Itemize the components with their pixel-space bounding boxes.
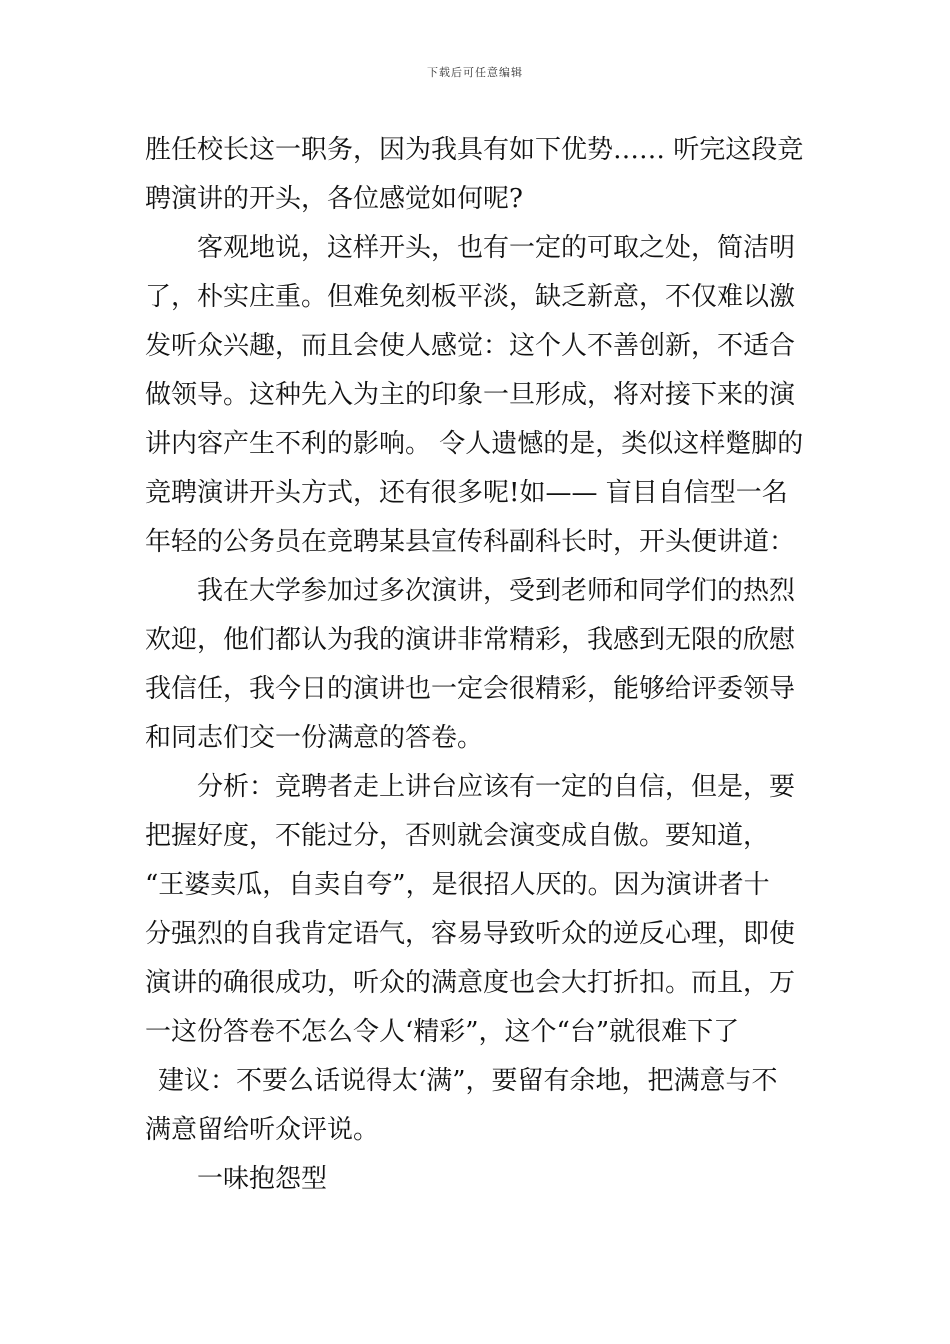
- text-line: 客观地说，这样开头，也有一定的可取之处，简洁明: [197, 233, 796, 263]
- text-line: 聘演讲的开头，各位感觉如何呢?: [145, 184, 523, 214]
- text-line: 一这份答卷不怎么令人‘精彩”，这个“台”就很难下了: [145, 1017, 740, 1047]
- text-line: 讲内容产生不利的影响。 令人遗憾的是，类似这样蹩脚的: [145, 429, 804, 459]
- text-line: 我在大学参加过多次演讲，受到老师和同学们的热烈: [197, 576, 796, 606]
- text-line: 竞聘演讲开头方式，还有很多呢!如—— 盲目自信型一名: [145, 478, 788, 508]
- text-line: 和同志们交一份满意的答卷。: [145, 723, 484, 753]
- text-line: 了，朴实庄重。但难免刻板平淡，缺乏新意，不仅难以激: [145, 282, 796, 312]
- text-line: 年轻的公务员在竞聘某县宣传科副科长时，开头便讲道：: [145, 527, 796, 557]
- text-line: 满意留给听众评说。: [145, 1115, 380, 1145]
- text-line: 做领导。这种先入为主的印象一旦形成，将对接下来的演: [145, 380, 796, 410]
- page-header: 下载后可任意编辑: [427, 66, 523, 79]
- text-line: 把握好度，不能过分，否则就会演变成自傲。要知道，: [145, 821, 770, 851]
- section-heading: 一味抱怨型: [197, 1164, 328, 1194]
- text-line: “王婆卖瓜，自卖自夸”，是很招人厌的。因为演讲者十: [145, 870, 770, 900]
- text-line: 欢迎，他们都认为我的演讲非常精彩，我感到无限的欣慰: [145, 625, 796, 655]
- document-body: [145, 126, 807, 1204]
- text-line: 分强烈的自我肯定语气，容易导致听众的逆反心理，即使: [145, 919, 796, 949]
- text-line: 发听众兴趣，而且会使人感觉：这个人不善创新，不适合: [145, 331, 796, 361]
- text-line: 胜任校长这一职务，因为我具有如下优势…… 听完这段竞: [145, 135, 804, 165]
- text-line: 建议：不要么话说得太‘满”，要留有余地，把满意与不: [158, 1066, 778, 1096]
- text-line: 分析：竞聘者走上讲台应该有一定的自信，但是，要: [197, 772, 796, 802]
- text-line: 我信任，我今日的演讲也一定会很精彩，能够给评委领导: [145, 674, 796, 704]
- text-line: 演讲的确很成功，听众的满意度也会大打折扣。而且，万: [145, 968, 796, 998]
